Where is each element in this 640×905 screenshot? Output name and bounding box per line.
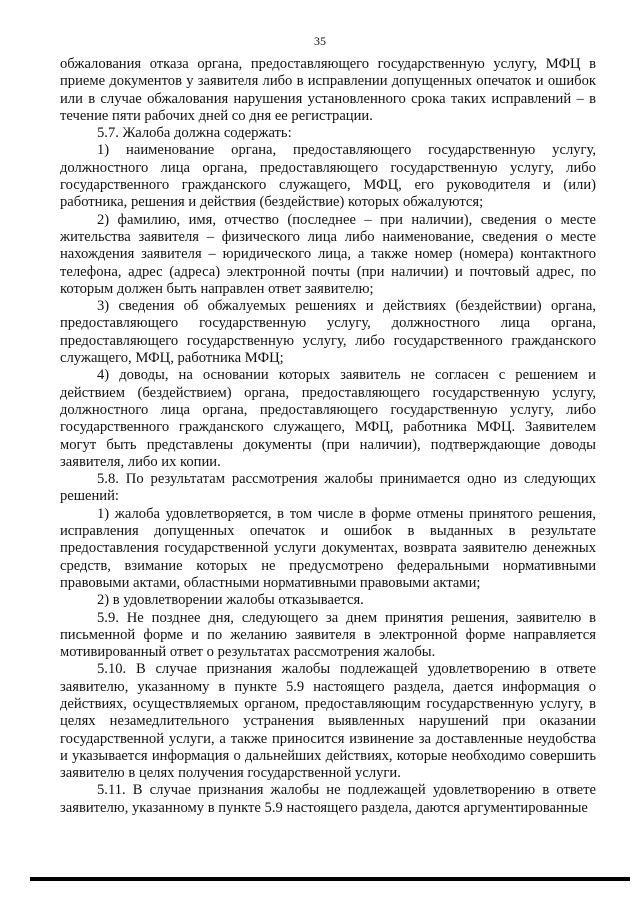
paragraph-5-8-item-2: 2) в удовлетворении жалобы отказывается. [97, 592, 364, 609]
paragraph-5-7-heading: 5.7. Жалоба должна содержать: [97, 125, 292, 142]
paragraph-5-8-item-1: 1) жалоба удовлетворяется, в том числе в форме отмены принятого решения, исправления допущенных опечаток и ошибок в выданных в результате предоставления государственной услуги документах, возврата заявителю денежных средств, взимание которых не предусмотрено федеральными нормативными правовыми актами, областными нормативными правовыми актами; [60, 505, 596, 591]
bottom-divider-line [30, 877, 630, 881]
paragraph-5-10: 5.10. В случае признания жалобы подлежащей удовлетворению в ответе заявителю, указанному в пункте 5.9 настоящего раздела, дается информация о действиях, осуществляемых органом, предоставляющим государственную услугу, в целях незамедлительного устранения выявленных нарушений при оказании государственной услуги, а также приносится извинение за доставленные неудобства и указывается информация о дальнейших действиях, которые необходимо совершить заявителю в целях получения государственной услуги. [60, 661, 596, 782]
paragraph-5-7-item-1: 1) наименование органа, предоставляющего государственную услугу, должностного лица органа, предоставляющего государственную услугу, либо государственного гражданского служащего, МФЦ, его руководителя и (или) работника, решения и действия (бездействие) которых обжалуются; [60, 142, 596, 211]
paragraph-5-8-heading: 5.8. По результатам рассмотрения жалобы принимается одно из следующих решений: [60, 471, 596, 505]
page-number: 35 [314, 34, 326, 48]
paragraph-5-7-item-3: 3) сведения об обжалуемых решениях и действиях (бездействии) органа, предоставляющего государственную услугу, должностного лица органа, предоставляющего государственную услугу, либо государственного гражданского служащего, МФЦ, работника МФЦ; [60, 298, 596, 367]
paragraph-5-9: 5.9. Не позднее дня, следующего за днем принятия решения, заявителю в письменной форме и по желанию заявителя в электронной форме направляется мотивированный ответ о результатах рассмотрения жалобы. [60, 609, 596, 661]
paragraph-5-7-item-2: 2) фамилию, имя, отчество (последнее – при наличии), сведения о месте жительства заявителя – физического лица либо наименование, сведения о месте нахождения заявителя – юридического лица, а также номер (номера) контактного телефона, адрес (адреса) электронной почты (при наличии) и почтовый адрес, по которым должен быть направлен ответ заявителю; [60, 211, 596, 297]
paragraph-5-11: 5.11. В случае признания жалобы не подлежащей удовлетворению в ответе заявителю, указанному в пункте 5.9 настоящего раздела, даются аргументированные [60, 782, 596, 816]
document-body [60, 56, 596, 817]
paragraph-continuation: обжалования отказа органа, предоставляющего государственную услугу, МФЦ в приеме документов у заявителя либо в исправлении допущенных опечаток и ошибок или в случае обжалования нарушения установленного срока таких исправлений – в течение пяти рабочих дней со дня ее регистрации. [60, 56, 596, 124]
paragraph-5-7-item-4: 4) доводы, на основании которых заявитель не согласен с решением и действием (бездействием) органа, предоставляющего государственную услугу, должностного лица органа, предоставляющего государственную услугу, либо государственного гражданского служащего, МФЦ, работника МФЦ. Заявителем могут быть представлены документы (при наличии), подтверждающие доводы заявителя, либо их копии. [60, 367, 596, 470]
